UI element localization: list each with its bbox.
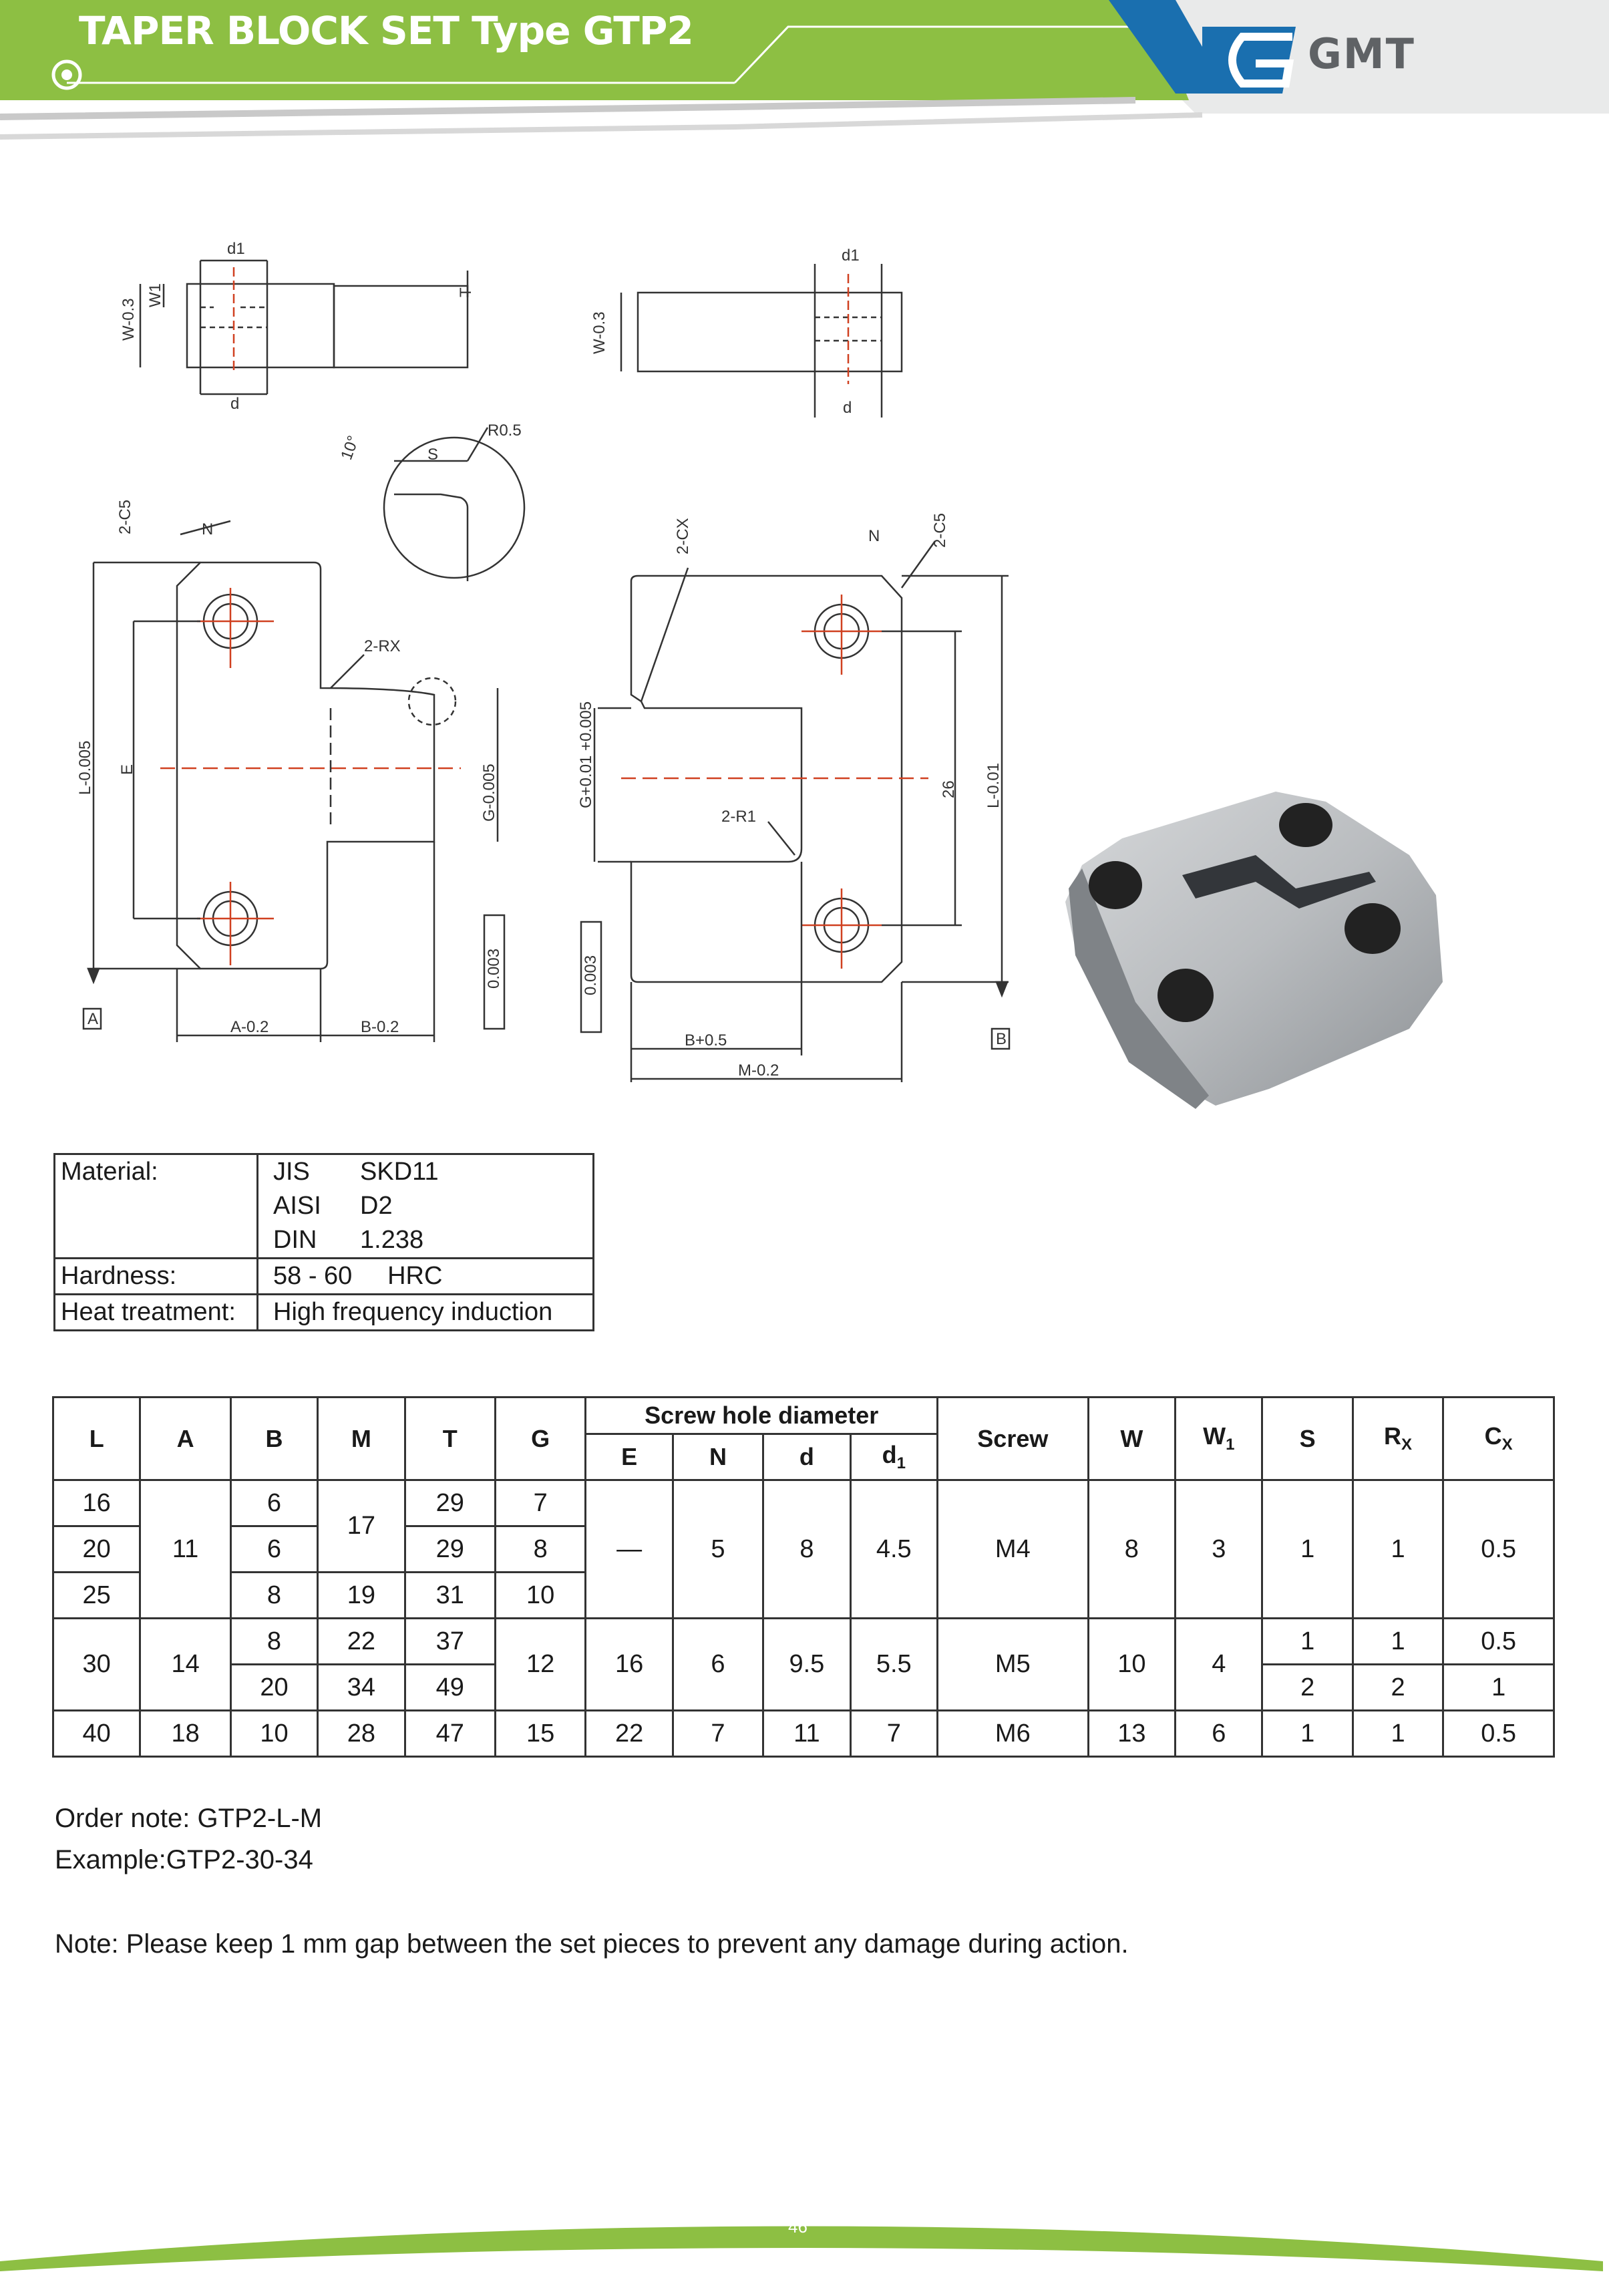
label-d1-left: d1 xyxy=(227,240,245,258)
label-c5-right: 2-C5 xyxy=(931,512,949,548)
label-w1: W1 xyxy=(146,283,164,307)
cell: 1 xyxy=(1262,1619,1353,1665)
label-g-right: G+0.01 +0.005 xyxy=(577,701,595,808)
front-view-right xyxy=(581,541,1009,1082)
label-n-right: N xyxy=(868,527,880,545)
heat-treatment-value: High frequency induction xyxy=(258,1295,594,1331)
header-l: L xyxy=(53,1398,140,1480)
cell: 8 xyxy=(1088,1480,1175,1619)
cell: 49 xyxy=(405,1665,495,1711)
cell: 5.5 xyxy=(850,1619,937,1711)
cell: 40 xyxy=(53,1711,140,1757)
cell: 1 xyxy=(1262,1480,1353,1619)
header-s: S xyxy=(1262,1398,1353,1480)
cell: 1 xyxy=(1443,1665,1554,1711)
label-s: S xyxy=(427,446,439,464)
label-e: E xyxy=(118,764,136,775)
label-t: T xyxy=(457,287,475,297)
cell: 4 xyxy=(1176,1619,1262,1711)
header-screw: Screw xyxy=(937,1398,1088,1480)
technical-drawing xyxy=(67,220,1055,1109)
cell: 10 xyxy=(1088,1619,1175,1711)
cell: 16 xyxy=(586,1619,673,1711)
header-e: E xyxy=(586,1434,673,1480)
cell: 47 xyxy=(405,1711,495,1757)
cell: 20 xyxy=(53,1526,140,1573)
header-d1: $d_1$ xyxy=(850,1434,937,1480)
gap-note: Note: Please keep 1 mm gap between the set pieces to prevent any damage during action. xyxy=(55,1929,1129,1959)
top-view-right xyxy=(621,264,902,418)
header-w1: $W_1$ xyxy=(1176,1398,1262,1480)
label-b: B-0.2 xyxy=(361,1018,399,1036)
label-w-right: W-0.3 xyxy=(590,311,608,354)
cell: 25 xyxy=(53,1573,140,1619)
cell: 37 xyxy=(405,1619,495,1665)
label-r1: 2-R1 xyxy=(721,808,757,826)
cell: 2 xyxy=(1353,1665,1443,1711)
cell: 1 xyxy=(1353,1480,1443,1619)
label-a: A-0.2 xyxy=(230,1018,269,1036)
header-banner xyxy=(0,0,1609,160)
cell: 6 xyxy=(673,1619,763,1711)
header-n: N xyxy=(673,1434,763,1480)
label-d-right: d xyxy=(843,399,852,417)
footer-swoosh xyxy=(0,2198,1609,2296)
datum-a: A xyxy=(87,1010,99,1028)
cell: 1 xyxy=(1262,1711,1353,1757)
tolerance-frame-right: 0.003 xyxy=(582,955,600,995)
cell: 14 xyxy=(140,1619,230,1711)
cell: 2 xyxy=(1262,1665,1353,1711)
cell: 11 xyxy=(140,1480,230,1619)
cell: 12 xyxy=(495,1619,585,1711)
label-l-left: L-0.005 xyxy=(76,740,94,795)
dimension-table xyxy=(52,1396,1555,1758)
table-row xyxy=(53,1711,1554,1757)
cell: — xyxy=(586,1480,673,1619)
order-example: Example:GTP2-30-34 xyxy=(55,1845,313,1874)
cell: 0.5 xyxy=(1443,1711,1554,1757)
cell: 0.5 xyxy=(1443,1480,1554,1619)
cell: 8 xyxy=(495,1526,585,1573)
cell: 20 xyxy=(230,1665,317,1711)
label-angle: 10° xyxy=(337,433,363,463)
material-jis: JIS SKD11 xyxy=(258,1154,594,1190)
cell: 6 xyxy=(230,1480,317,1526)
label-26: 26 xyxy=(940,780,958,798)
cell: M6 xyxy=(937,1711,1088,1757)
cell: 19 xyxy=(318,1573,405,1619)
cell: 22 xyxy=(318,1619,405,1665)
cell: 17 xyxy=(318,1480,405,1573)
label-c5-left: 2-C5 xyxy=(116,499,134,534)
cell: 3 xyxy=(1176,1480,1262,1619)
header-m: M xyxy=(318,1398,405,1480)
hardness-value: 58 - 60 HRC xyxy=(258,1259,594,1295)
cell: 9.5 xyxy=(763,1619,850,1711)
header-w: W xyxy=(1088,1398,1175,1480)
label-w-left: W-0.3 xyxy=(120,298,138,341)
label-m: M-0.2 xyxy=(738,1061,779,1080)
cell: 11 xyxy=(763,1711,850,1757)
cell: 1 xyxy=(1353,1711,1443,1757)
label-d1-right: d1 xyxy=(842,247,860,265)
cell: 8 xyxy=(230,1573,317,1619)
cell: 4.5 xyxy=(850,1480,937,1619)
table-row xyxy=(53,1480,1554,1526)
page-title: TAPER BLOCK SET Type GTP2 xyxy=(79,8,693,53)
label-rx: 2-RX xyxy=(364,637,401,655)
cell: 16 xyxy=(53,1480,140,1526)
header-rx: $R_X$ xyxy=(1353,1398,1443,1480)
datum-b: B xyxy=(996,1030,1007,1048)
cell: 5 xyxy=(673,1480,763,1619)
header-screw-hole: Screw hole diameter xyxy=(586,1398,938,1434)
front-view-left xyxy=(83,521,504,1042)
label-cx: 2-CX xyxy=(674,518,692,554)
header-t: T xyxy=(405,1398,495,1480)
cell: 10 xyxy=(495,1573,585,1619)
cell: 6 xyxy=(230,1526,317,1573)
cell: 6 xyxy=(1176,1711,1262,1757)
product-photo xyxy=(1049,768,1456,1116)
cell: M4 xyxy=(937,1480,1088,1619)
label-r05: R0.5 xyxy=(488,422,522,440)
detail-view xyxy=(384,428,524,581)
cell: 29 xyxy=(405,1526,495,1573)
header-b: B xyxy=(230,1398,317,1480)
top-view-left xyxy=(140,261,468,394)
cell: 8 xyxy=(763,1480,850,1619)
order-note: Order note: GTP2-L-M xyxy=(55,1804,323,1833)
cell: 8 xyxy=(230,1619,317,1665)
cell: 22 xyxy=(586,1711,673,1757)
brand-logo-text: GMT xyxy=(1308,29,1415,78)
header-g: G xyxy=(495,1398,585,1480)
material-din: DIN 1.238 xyxy=(258,1223,594,1259)
cell: 7 xyxy=(673,1711,763,1757)
cell: 31 xyxy=(405,1573,495,1619)
cell: 18 xyxy=(140,1711,230,1757)
cell: 15 xyxy=(495,1711,585,1757)
header-d: d xyxy=(763,1434,850,1480)
cell: 7 xyxy=(850,1711,937,1757)
material-table xyxy=(53,1153,594,1331)
material-aisi: AISI D2 xyxy=(258,1189,594,1223)
cell: 30 xyxy=(53,1619,140,1711)
cell: 34 xyxy=(318,1665,405,1711)
label-b-plus: B+0.5 xyxy=(685,1031,727,1049)
cell: M5 xyxy=(937,1619,1088,1711)
heat-treatment-label: Heat treatment: xyxy=(55,1295,258,1331)
cell: 1 xyxy=(1353,1619,1443,1665)
page-number: 46 xyxy=(788,2217,808,2237)
header-a: A xyxy=(140,1398,230,1480)
label-n-left: N xyxy=(202,520,214,538)
cell: 29 xyxy=(405,1480,495,1526)
label-g-left: G-0.005 xyxy=(480,764,498,822)
cell: 0.5 xyxy=(1443,1619,1554,1665)
cell: 28 xyxy=(318,1711,405,1757)
table-row xyxy=(53,1619,1554,1665)
tolerance-frame-left: 0.003 xyxy=(485,948,503,989)
cell: 7 xyxy=(495,1480,585,1526)
material-label: Material: xyxy=(55,1154,258,1259)
hardness-label: Hardness: xyxy=(55,1259,258,1295)
label-l-right: L-0.01 xyxy=(985,762,1003,808)
cell: 10 xyxy=(230,1711,317,1757)
label-d-left: d xyxy=(230,395,240,413)
cell: 13 xyxy=(1088,1711,1175,1757)
header-cx: $C_X$ xyxy=(1443,1398,1554,1480)
